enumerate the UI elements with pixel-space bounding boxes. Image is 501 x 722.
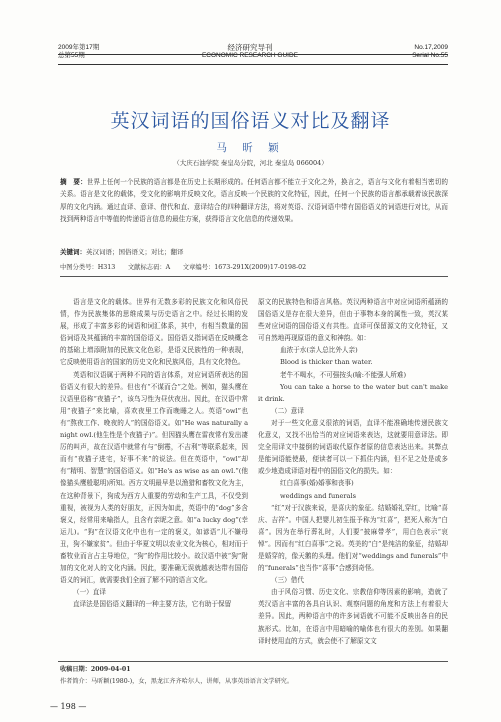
- left-paragraph: 直译法是国俗语义翻译的一种主要方法，它有助于保留: [73, 600, 232, 609]
- right-paragraph: weddings and funerals: [280, 491, 356, 500]
- keywords: [60, 247, 448, 256]
- article-title: 英汉词语的国俗语义对比及翻译: [110, 110, 391, 132]
- right-paragraph: You can take a horse to the water but can't make it drink.: [258, 382, 448, 403]
- right-paragraph: 红白喜事(婚)婚事和丧事): [280, 479, 354, 488]
- journal-name: [150, 44, 350, 60]
- right-paragraph: 对于一些文化意义很浓的词语，直译不能准确地传递民族文化意义，又找不出恰当的对应词语来表达，这就要用意译法。即完全用译文中接倒的词语取代原作者原的信息表达出来。其弊点是能词语能使最，便读者可以一下抓住内涵，但不足之处是或多或少地造成译语对程中的国俗文化的损失。如：: [258, 418, 448, 476]
- right-section-heading: （三）借代: [271, 576, 304, 585]
- journal-name-cn: 经济研究导刊: [227, 43, 273, 52]
- right-section-heading: （二）意译: [271, 406, 304, 415]
- header-rule-top: [58, 54, 448, 55]
- body-column-left: [60, 296, 248, 610]
- abstract-label: 摘 要：: [60, 178, 87, 186]
- serial-line-cn: 总第55期: [58, 52, 85, 59]
- footnote-rule: [58, 661, 448, 662]
- right-paragraph: 老牛不喝水，不可强按头(喻:不能强人所难): [280, 370, 407, 379]
- body-column-right: [258, 296, 448, 647]
- classification-line: 中图分类号：H313 文献标志码：A 文章编号：1673-291X(2009)17-0198-02: [60, 264, 307, 271]
- right-paragraph: “红”对于汉族来说，是喜庆的象征。结婚婚礼穿红，比喻“喜庆、吉祥”。中国人把婴儿初生报予称为“红喜”，把死人称为“白喜”。因为在举行葬礼时，人们要“披麻带孝”，用白色表示“哀悼”。因而有“红白喜事”之说。英美的“白”是纯洁的象征，结婚却是婚穿的，像天鹅的头理。他们对“weddings and funerals”中的“funerals”也当作“喜事”合感到奇怪。: [258, 503, 448, 573]
- abstract-text: 世界上任何一个民族的语言都是在历史上长期形成的。任何语言都不能立于文化之外，换言之，语言与文化有着相当密切的关系。语言是文化的载体，受文化的影响并反映文化，语言反映一个民族的文化特征，因此，任何一个民族的语言都承载着该民族深厚的文化内涵。通过直译、意译、借代和直、意译结合的四种翻译方法，将对英语、汉语词语中带有国俗语义的词语进行对比，从而找到两种语言中等值的传递语言信息的最佳方案，获得语言文化信息的传递效果。: [60, 178, 448, 223]
- author-name: 马 昕 颖: [216, 142, 285, 154]
- serial-line-en: Serial No.55: [412, 52, 448, 59]
- abstract-rule: [60, 276, 448, 277]
- left-section-heading: （一）直译: [73, 588, 106, 597]
- author-affiliation: （大庆石油学院 秦皇岛分院，河北 秦皇岛 066004）: [173, 159, 328, 167]
- left-paragraph: 英语和汉语属于两种不同的语言体系，对应词语所表达的国俗语义有很大的差异。但也有“不谋而合”之处。例如，猫头鹰在汉语里俗称“夜猫子”，该鸟习性为昼伏夜出。因此，在汉语中常用“夜猫子”来比喻，喜欢夜里工作而晚睡之人。英语“owl”也有“熬夜工作、晚夜的人”的国俗语义。如“He was naturally a night owl.(他生性是个夜猫子)”。但因猫头鹰在雷夜常有发出凄厉的叫声，故在汉语中就常有与“倒霉，不吉利”等联系起来，因而有“夜猫子进宅，好事不来”的说法。但在英语中，“owl”却有“精明、智慧”的国俗语义。如“He's as wise as an owl.”(他像猫头鹰般聪明)所知。西方文明最早是以渔猎和畜牧文化为主，在这种背景下，狗成为西方人重要的劳动和生产工具，不仅受到重视，被视为人类的好朋友，正因为如此，英语中的“dog”多含褒义，经常用来喻指人，且含有亲昵之意。如“a lucky dog”(幸运儿)。“狗”在汉语文化中也有一定的褒义，如谚语“儿不嫌母丑，狗不嫌家贫”。但由于华夏文明以农业文化为核心，相对而于畜牧业而言占主导地位，“狗”的作用比较小。故汉语中被“狗”附加的文化对人的文化内涵。因此，要准确无误就越表达带有国俗语义的词汇，就需要我们全面了解不同的语言文化。: [60, 370, 248, 585]
- received-date: 收稿日期：2009-04-01: [60, 666, 131, 673]
- issue-info: [58, 44, 99, 60]
- keywords-label: 关键词：: [60, 248, 86, 256]
- issue-line: 2009年第17期: [58, 44, 100, 51]
- right-paragraph: 血浓于水(亲人总比外人亲): [280, 346, 358, 355]
- abstract: [60, 176, 448, 225]
- right-paragraph: 由于风俗习惯、历史文化、宗教信仰等因素的影响，造就了英汉语言丰富的各具自认识、观察问题的角度和方法上有着很大差异。因此，两种语言中的许多词语就不可能不反映出各自的民族形式。比如，在语言中用暗喻的喻体也有很大的差别。如果翻译时使用直的方式，就会使不了解原文文: [258, 588, 448, 645]
- right-paragraph: Blood is thicker than water.: [280, 358, 373, 367]
- header-rule-bottom: [58, 64, 448, 65]
- issue-info-en: [390, 44, 448, 60]
- keywords-text: 英汉词语；国俗语义；对比；翻译: [86, 248, 184, 256]
- journal-name-en: ECONOMIC RESEARCH GUIDE: [201, 52, 299, 59]
- left-paragraph: 语言是文化的载体。世界有无数多彩的民族文化和风俗民情，作为民族集体的思维成果与历史语言之中。经过长期的发展，形成了丰富多彩的词语和词汇体系，其中，有相当数量的国俗词语及其蕴涵的丰富的国俗语义。国俗语义指词语在反映概念的基础上增添附加的民族文化色彩，是语义民族性的一种表现，它反映使用语言的国家的历史文化和民族风俗，具有文化特色。: [60, 298, 248, 367]
- author-intro: 作者简介：马昕颖(1980-)，女，黑龙江齐齐哈尔人，讲师，从事英语语言文学研究。: [60, 678, 294, 685]
- right-paragraph: 原文的民族特色和语言风格。英汉两种语言中对应词语所蕴涵的国俗语义是存在很大差异，但由于事物本身的属性一致，英汉某些对应词语的国俗语义有共性。直译可保留源文的文化特征，又可自然地再现原语的意义和神韵。如：: [258, 298, 448, 343]
- number-line: No.17,2009: [414, 44, 448, 51]
- page-number: — 198 —: [50, 702, 87, 711]
